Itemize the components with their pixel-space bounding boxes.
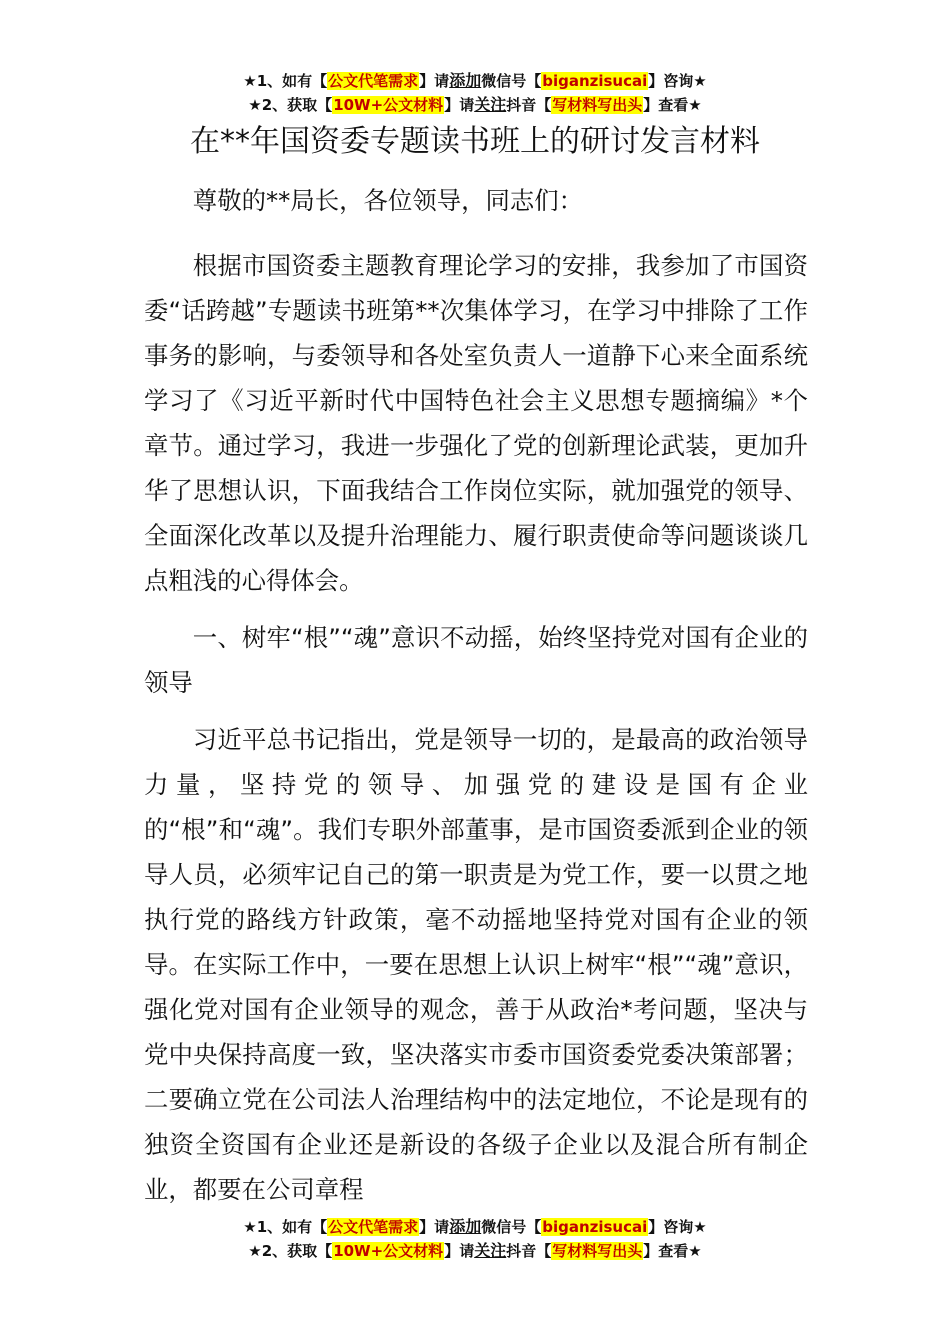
footer-ad-highlight-materials: 10W+公文材料 (333, 1242, 444, 1260)
salutation: 尊敬的**局长，各位领导，同志们： (192, 186, 584, 215)
header-ad-highlight-wechat: biganzisucai (542, 72, 648, 90)
footer-ad (0, 1216, 950, 1264)
header-ad-highlight-materials: 10W+公文材料 (333, 96, 444, 114)
footer-ad-highlight-wechat: biganzisucai (542, 1218, 648, 1236)
footer-ad-line-1: ★1、如有【公文代笔需求】请添加微信号【biganzisucai】咨询★ (243, 1217, 707, 1236)
header-ad-highlight-douyin: 写材料写出头 (552, 96, 643, 114)
section-heading-1: 一、树牢“根”“魂”意识不动摇，始终坚持党对国有企业的领导 (144, 623, 808, 697)
header-ad-line-2: ★2、获取【10W+公文材料】请关注抖音【写材料写出头】查看★ (248, 95, 702, 114)
document-body (144, 178, 808, 1222)
paragraph-1: 根据市国资委主题教育理论学习的安排，我参加了市国资委“话跨越”专题读书班第**次集体学习，在学习中排除了工作事务的影响，与委领导和各处室负责人一道静下心来全面系统学习了《习近平新时代中国特色社会主义思想专题摘编》*个章节。通过学习，我进一步强化了党的创新理论武装，更加升华了思想认识，下面我结合工作岗位实际，就加强党的领导、全面深化改革以及提升治理能力、履行职责使命等问题谈谈几点粗浅的心得体会。 (144, 251, 808, 595)
footer-ad-highlight-douyin: 写材料写出头 (552, 1242, 643, 1260)
header-ad-line-1: ★1、如有【公文代笔需求】请添加微信号【biganzisucai】咨询★ (243, 71, 707, 90)
header-ad-highlight-service: 公文代笔需求 (328, 72, 419, 90)
header-ad (0, 70, 950, 118)
document-title: 在**年国资委专题读书班上的研讨发言材料 (190, 124, 760, 159)
paragraph-2: 习近平总书记指出，党是领导一切的，是最高的政治领导力量，坚持党的领导、加强党的建设是国有企业的“根”和“魂”。我们专职外部董事，是市国资委派到企业的领导人员，必须牢记自己的第一职责是为党工作，要一以贯之地执行党的路线方针政策，毫不动摇地坚持党对国有企业的领导。在实际工作中，一要在思想上认识上树牢“根”“魂”意识，强化党对国有企业领导的观念，善于从政治*考问题，坚决与党中央保持高度一致，坚决落实市委市国资委党委决策部署；二要确立党在公司法人治理结构中的法定地位，不论是现有的独资全资国有企业还是新设的各级子企业以及混合所有制企业，都要在公司章程 (144, 725, 808, 1204)
footer-ad-line-2: ★2、获取【10W+公文材料】请关注抖音【写材料写出头】查看★ (248, 1241, 702, 1260)
footer-ad-highlight-service: 公文代笔需求 (328, 1218, 419, 1236)
